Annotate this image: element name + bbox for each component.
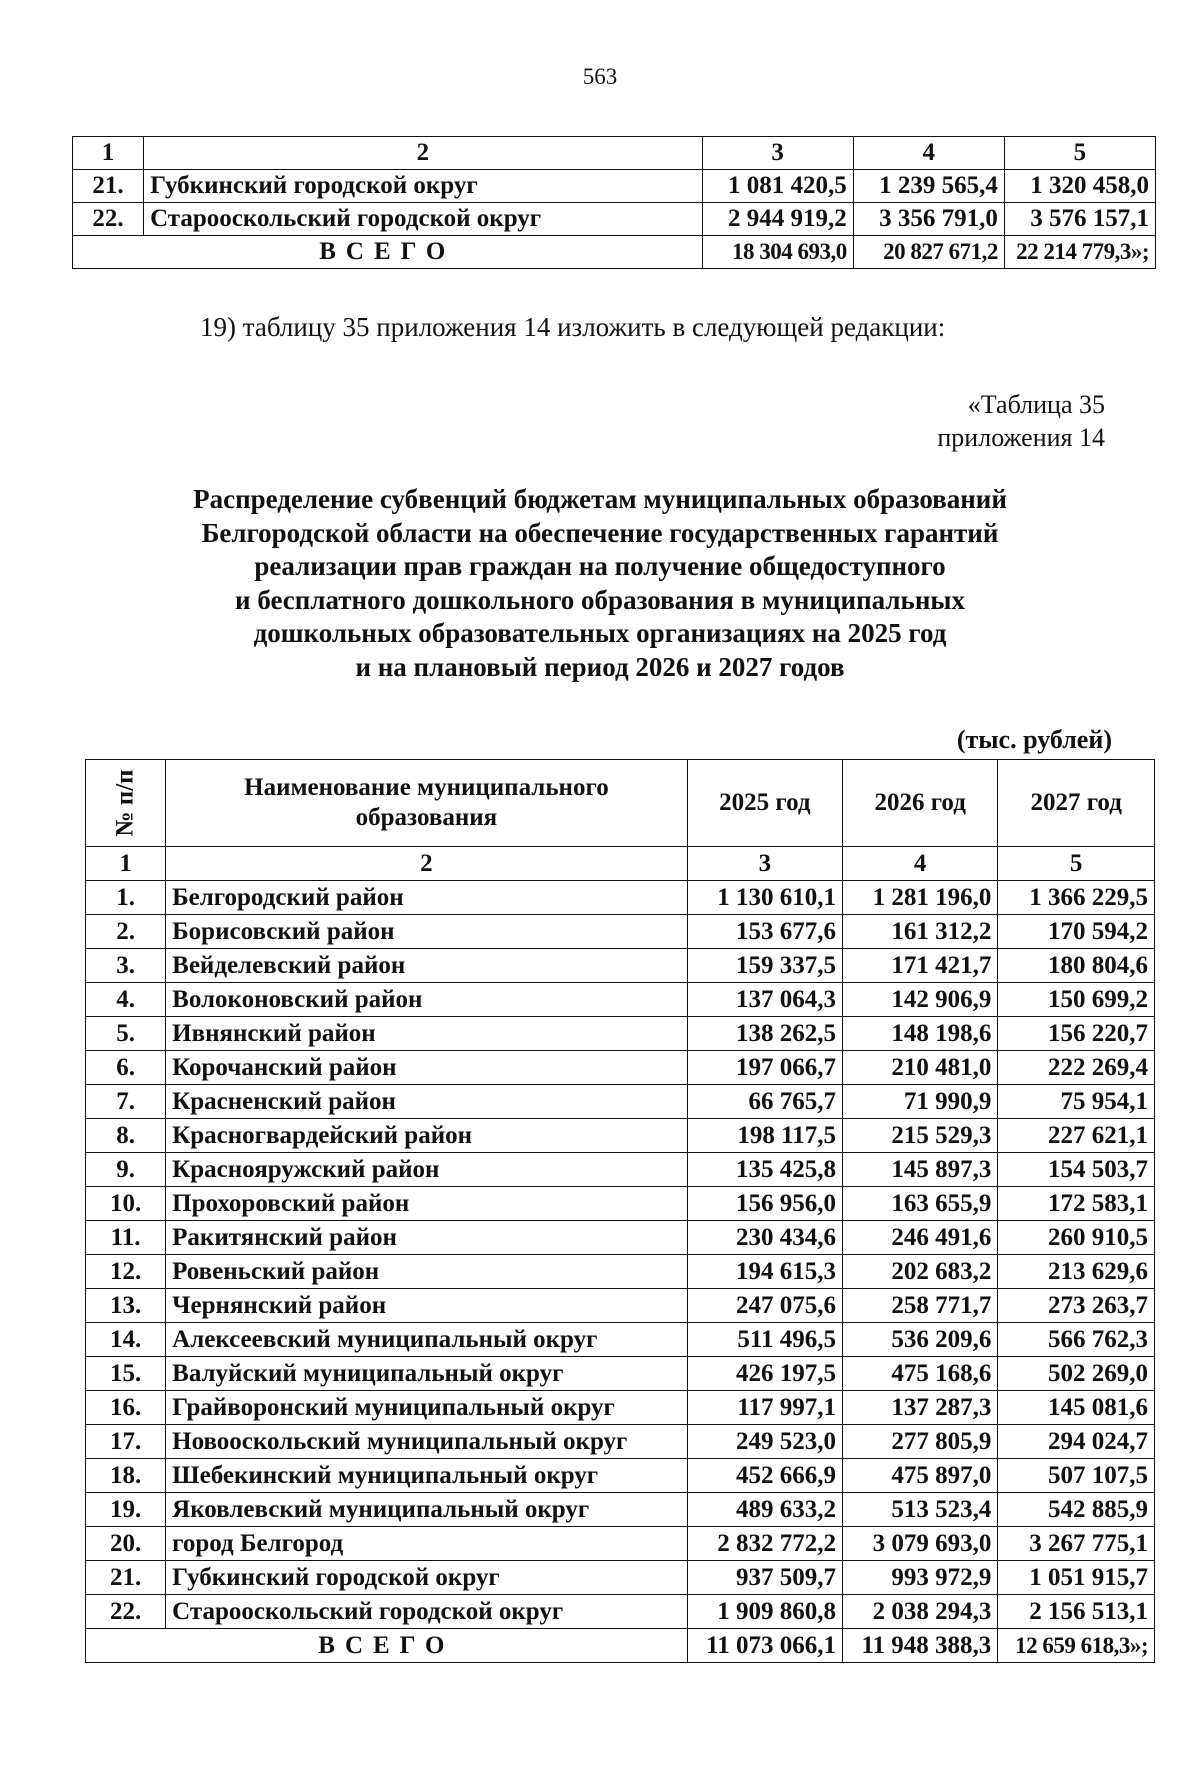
- page-number: 563: [582, 64, 618, 89]
- value-2027: 273 263,7: [998, 1289, 1155, 1323]
- table-row: [86, 1221, 1155, 1255]
- table-row: [86, 1459, 1155, 1493]
- value-2025: 138 262,5: [687, 1017, 842, 1051]
- value-2026: 475 168,6: [843, 1357, 998, 1391]
- value-2026: 148 198,6: [843, 1017, 998, 1051]
- table-row: [73, 203, 1156, 236]
- value-2027: 502 269,0: [998, 1357, 1155, 1391]
- value-2027: 1 051 915,7: [998, 1561, 1155, 1595]
- value-2026: 163 655,9: [843, 1187, 998, 1221]
- header-number-text: № п/п: [111, 769, 139, 837]
- table-row: [86, 1561, 1155, 1595]
- value-2027: 172 583,1: [998, 1187, 1155, 1221]
- table-row: [86, 1391, 1155, 1425]
- table-row: [86, 1085, 1155, 1119]
- table-row: [86, 1255, 1155, 1289]
- row-number: 4.: [86, 983, 166, 1017]
- value-2026: 258 771,7: [843, 1289, 998, 1323]
- table-row: [86, 1051, 1155, 1085]
- value-2026: 202 683,2: [843, 1255, 998, 1289]
- main-table-header-row: [86, 760, 1155, 847]
- header-2027: 2027 год: [998, 760, 1155, 847]
- caption-line-2: приложения 14: [937, 423, 1105, 452]
- value-2027: 227 621,1: [998, 1119, 1155, 1153]
- value-2026: 536 209,6: [843, 1323, 998, 1357]
- value-2025: 137 064,3: [687, 983, 842, 1017]
- top-header-col-4: 4: [853, 137, 1004, 170]
- table-row: [86, 915, 1155, 949]
- municipality-name: Красненский район: [166, 1085, 688, 1119]
- colnum-2: 2: [166, 847, 688, 881]
- header-number: [86, 760, 166, 847]
- value-2026: 3 079 693,0: [843, 1527, 998, 1561]
- value-2025: 511 496,5: [687, 1323, 842, 1357]
- row-number: 10.: [86, 1187, 166, 1221]
- row-number: 6.: [86, 1051, 166, 1085]
- top-header-col-2: 2: [144, 137, 703, 170]
- municipality-name: Новооскольский муниципальный округ: [166, 1425, 688, 1459]
- municipality-name: Ивнянский район: [166, 1017, 688, 1051]
- main-total-2026: 11 948 388,3: [843, 1629, 998, 1663]
- value-2027: 154 503,7: [998, 1153, 1155, 1187]
- value-2025: 489 633,2: [687, 1493, 842, 1527]
- value-2025: 153 677,6: [687, 915, 842, 949]
- value-2027: 507 107,5: [998, 1459, 1155, 1493]
- value-2025: 1 909 860,8: [687, 1595, 842, 1629]
- main-table-total-row: [86, 1629, 1155, 1663]
- value-2027: 542 885,9: [998, 1493, 1155, 1527]
- title-line: Распределение субвенций бюджетам муниципальных образований: [193, 484, 1007, 514]
- municipality-name: Губкинский городской округ: [166, 1561, 688, 1595]
- row-number: 8.: [86, 1119, 166, 1153]
- value-2027: 566 762,3: [998, 1323, 1155, 1357]
- main-total-label: ВСЕГО: [86, 1629, 688, 1663]
- value-2026: 2 038 294,3: [843, 1595, 998, 1629]
- value-2025: 2 832 772,2: [687, 1527, 842, 1561]
- municipality-name: Борисовский район: [166, 915, 688, 949]
- value-2025: 156 956,0: [687, 1187, 842, 1221]
- table-row: [86, 1153, 1155, 1187]
- municipality-name: Чернянский район: [166, 1289, 688, 1323]
- municipality-name: Белгородский район: [166, 881, 688, 915]
- value-2027: 2 156 513,1: [998, 1595, 1155, 1629]
- municipality-name: Яковлевский муниципальный округ: [166, 1493, 688, 1527]
- municipality-name: Ракитянский район: [166, 1221, 688, 1255]
- municipality-name: Старооскольский городской округ: [144, 203, 703, 236]
- row-number: 22.: [86, 1595, 166, 1629]
- row-number: 9.: [86, 1153, 166, 1187]
- value-2027: 3 576 157,1: [1004, 203, 1155, 236]
- value-2026: 475 897,0: [843, 1459, 998, 1493]
- header-name: Наименование муниципального образования: [166, 760, 688, 847]
- caption-line-1: «Таблица 35: [967, 390, 1105, 419]
- row-number: 21.: [73, 170, 144, 203]
- header-2025: 2025 год: [687, 760, 842, 847]
- municipality-name: Вейделевский район: [166, 949, 688, 983]
- municipality-name: Губкинский городской округ: [144, 170, 703, 203]
- row-number: 7.: [86, 1085, 166, 1119]
- value-2025: 1 081 420,5: [702, 170, 853, 203]
- top-table-header-row: [73, 137, 1156, 170]
- municipality-name: Грайворонский муниципальный округ: [166, 1391, 688, 1425]
- row-number: 14.: [86, 1323, 166, 1357]
- value-2026: 161 312,2: [843, 915, 998, 949]
- value-2026: 215 529,3: [843, 1119, 998, 1153]
- row-number: 19.: [86, 1493, 166, 1527]
- row-number: 18.: [86, 1459, 166, 1493]
- row-number: 12.: [86, 1255, 166, 1289]
- column-numbers-row: [86, 847, 1155, 881]
- value-2026: 277 805,9: [843, 1425, 998, 1459]
- value-2025: 426 197,5: [687, 1357, 842, 1391]
- table-row: [86, 1323, 1155, 1357]
- row-number: 5.: [86, 1017, 166, 1051]
- top-total-2026: 20 827 671,2: [853, 236, 1004, 269]
- colnum-4: 4: [843, 847, 998, 881]
- top-header-col-5: 5: [1004, 137, 1155, 170]
- value-2027: 170 594,2: [998, 915, 1155, 949]
- value-2027: 1 320 458,0: [1004, 170, 1155, 203]
- row-number: 13.: [86, 1289, 166, 1323]
- document-title: [0, 483, 1200, 684]
- value-2027: 3 267 775,1: [998, 1527, 1155, 1561]
- amendment-paragraph: 19) таблицу 35 приложения 14 изложить в следующей редакции:: [200, 312, 946, 342]
- table-row: [86, 1595, 1155, 1629]
- value-2026: 142 906,9: [843, 983, 998, 1017]
- value-2025: 194 615,3: [687, 1255, 842, 1289]
- table-row: [86, 1289, 1155, 1323]
- title-line: реализации прав граждан на получение общедоступного: [254, 551, 946, 581]
- table-row: [86, 1357, 1155, 1391]
- value-2025: 198 117,5: [687, 1119, 842, 1153]
- row-number: 2.: [86, 915, 166, 949]
- row-number: 21.: [86, 1561, 166, 1595]
- value-2025: 452 666,9: [687, 1459, 842, 1493]
- value-2025: 197 066,7: [687, 1051, 842, 1085]
- table-row: [86, 949, 1155, 983]
- row-number: 11.: [86, 1221, 166, 1255]
- value-2026: 145 897,3: [843, 1153, 998, 1187]
- table-row: [86, 881, 1155, 915]
- row-number: 1.: [86, 881, 166, 915]
- municipality-name: Красногвардейский район: [166, 1119, 688, 1153]
- value-2027: 180 804,6: [998, 949, 1155, 983]
- value-2027: 150 699,2: [998, 983, 1155, 1017]
- top-header-col-1: 1: [73, 137, 144, 170]
- municipality-name: город Белгород: [166, 1527, 688, 1561]
- main-total-2025: 11 073 066,1: [687, 1629, 842, 1663]
- colnum-1: 1: [86, 847, 166, 881]
- value-2026: 210 481,0: [843, 1051, 998, 1085]
- value-2025: 937 509,7: [687, 1561, 842, 1595]
- value-2025: 66 765,7: [687, 1085, 842, 1119]
- row-number: 3.: [86, 949, 166, 983]
- main-table: [85, 759, 1155, 1663]
- title-line: Белгородской области на обеспечение государственных гарантий: [201, 517, 999, 548]
- value-2025: 2 944 919,2: [702, 203, 853, 236]
- municipality-name: Прохоровский район: [166, 1187, 688, 1221]
- top-table: [72, 136, 1156, 269]
- table-row: [86, 1017, 1155, 1051]
- municipality-name: Ровеньский район: [166, 1255, 688, 1289]
- value-2026: 71 990,9: [843, 1085, 998, 1119]
- value-2027: 294 024,7: [998, 1425, 1155, 1459]
- value-2026: 3 356 791,0: [853, 203, 1004, 236]
- table-row: [86, 983, 1155, 1017]
- municipality-name: Шебекинский муниципальный округ: [166, 1459, 688, 1493]
- value-2025: 249 523,0: [687, 1425, 842, 1459]
- top-table-total-row: [73, 236, 1156, 269]
- row-number: 20.: [86, 1527, 166, 1561]
- top-total-2027: 22 214 779,3»;: [1004, 236, 1155, 269]
- unit-label: (тыс. рублей): [956, 725, 1112, 754]
- value-2025: 117 997,1: [687, 1391, 842, 1425]
- row-number: 16.: [86, 1391, 166, 1425]
- table-row: [86, 1493, 1155, 1527]
- value-2025: 1 130 610,1: [687, 881, 842, 915]
- table-row: [86, 1527, 1155, 1561]
- value-2026: 137 287,3: [843, 1391, 998, 1425]
- title-line: дошкольных образовательных организациях на 2025 год: [253, 618, 947, 648]
- value-2025: 247 075,6: [687, 1289, 842, 1323]
- colnum-3: 3: [687, 847, 842, 881]
- value-2027: 213 629,6: [998, 1255, 1155, 1289]
- title-line: и на плановый период 2026 и 2027 годов: [355, 651, 845, 682]
- municipality-name: Старооскольский городской округ: [166, 1595, 688, 1629]
- row-number: 22.: [73, 203, 144, 236]
- table-row: [73, 170, 1156, 203]
- top-total-2025: 18 304 693,0: [702, 236, 853, 269]
- title-line: и бесплатного дошкольного образования в муниципальных: [235, 584, 965, 615]
- table-row: [86, 1187, 1155, 1221]
- value-2025: 135 425,8: [687, 1153, 842, 1187]
- table-caption: [937, 388, 1105, 454]
- value-2027: 1 366 229,5: [998, 881, 1155, 915]
- value-2026: 1 239 565,4: [853, 170, 1004, 203]
- value-2025: 159 337,5: [687, 949, 842, 983]
- value-2027: 145 081,6: [998, 1391, 1155, 1425]
- value-2027: 260 910,5: [998, 1221, 1155, 1255]
- row-number: 15.: [86, 1357, 166, 1391]
- header-2026: 2026 год: [843, 760, 998, 847]
- municipality-name: Алексеевский муниципальный округ: [166, 1323, 688, 1357]
- value-2027: 222 269,4: [998, 1051, 1155, 1085]
- top-total-label: ВСЕГО: [73, 236, 703, 269]
- municipality-name: Краснояружский район: [166, 1153, 688, 1187]
- value-2026: 513 523,4: [843, 1493, 998, 1527]
- colnum-5: 5: [998, 847, 1155, 881]
- value-2027: 156 220,7: [998, 1017, 1155, 1051]
- municipality-name: Волоконовский район: [166, 983, 688, 1017]
- municipality-name: Валуйский муниципальный округ: [166, 1357, 688, 1391]
- value-2025: 230 434,6: [687, 1221, 842, 1255]
- value-2026: 246 491,6: [843, 1221, 998, 1255]
- value-2026: 993 972,9: [843, 1561, 998, 1595]
- top-header-col-3: 3: [702, 137, 853, 170]
- table-row: [86, 1119, 1155, 1153]
- row-number: 17.: [86, 1425, 166, 1459]
- main-total-2027: 12 659 618,3»;: [998, 1629, 1155, 1663]
- value-2026: 1 281 196,0: [843, 881, 998, 915]
- municipality-name: Корочанский район: [166, 1051, 688, 1085]
- value-2027: 75 954,1: [998, 1085, 1155, 1119]
- value-2026: 171 421,7: [843, 949, 998, 983]
- table-row: [86, 1425, 1155, 1459]
